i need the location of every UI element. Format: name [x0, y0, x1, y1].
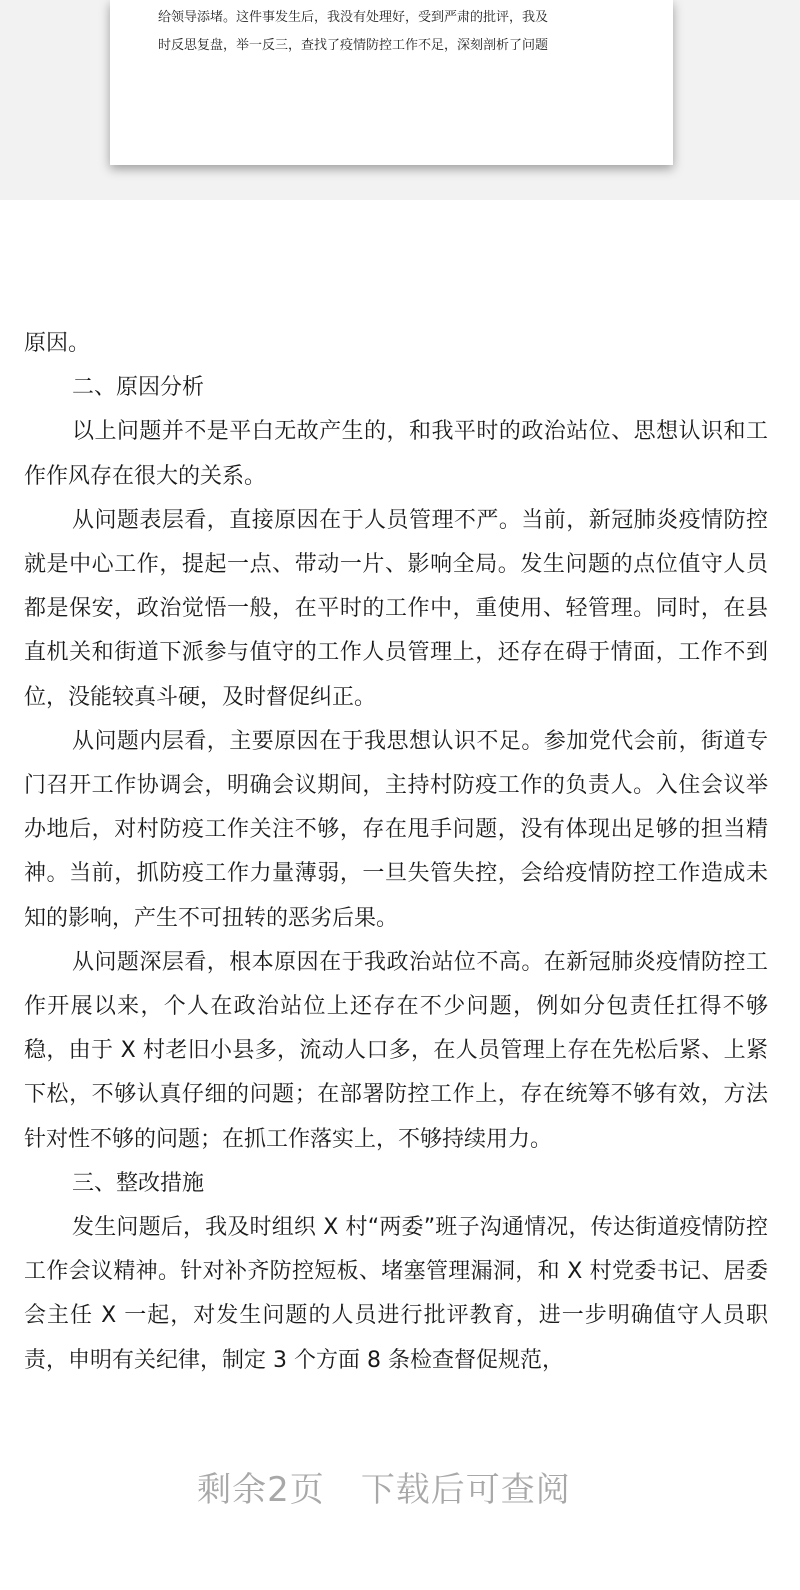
paragraph: 从问题深层看，根本原因在于我政治站位不高。在新冠肺炎疫情防控工作开展以来，个人在政治站位上还存在不少问题，例如分包责任扛得不够稳，由于 X 村老旧小县多，流动人口多，在人员管理上存在先松后紧、上紧下松，不够认真仔细的问题；在部署防控工作上，存在统筹不够有效，方法针对性不够的问题；在抓工作落实上，不够持续用力。	[24, 949, 768, 1152]
download-to-view-text: 下载后可查阅	[360, 1470, 571, 1510]
paragraph: 从问题表层看，直接原因在于人员管理不严。当前，新冠肺炎疫情防控就是中心工作，提起一点、带动一片、影响全局。发生问题的点位值守人员都是保安，政治觉悟一般，在平时的工作中，重使用、轻管理。同时，在县直机关和街道下派参与值守的工作人员管理上，还存在碍于情面，工作不到位，没能较真斗硬，及时督促纠正。	[24, 507, 768, 710]
preview-line-1: 给领导添堵。这件事发生后，我没有处理好，受到严肃的批评，我及	[158, 10, 549, 25]
document-body	[24, 322, 768, 1383]
page-preview-card	[110, 0, 673, 165]
download-hint[interactable]	[0, 1470, 768, 1510]
paragraph: 以上问题并不是平白无故产生的，和我平时的政治站位、思想认识和工作作风存在很大的关系。	[24, 419, 768, 489]
paragraph-continuation: 原因。	[24, 331, 91, 356]
remaining-pages-text: 剩余2页	[197, 1470, 325, 1510]
paragraph: 发生问题后，我及时组织 X 村“两委”班子沟通情况，传达街道疫情防控工作会议精神。针对补齐防控短板、堵塞管理漏洞，和 X 村党委书记、居委会主任 X 一起，对发生问题的人员进行批评教育，进一步明确值守人员职责，申明有关纪律，制定 3 个方面 8 条检查督促规范，	[24, 1215, 768, 1373]
paragraph: 从问题内层看，主要原因在于我思想认识不足。参加党代会前，街道专门召开工作协调会，明确会议期间，主持村防疫工作的负责人。入住会议举办地后，对村防疫工作关注不够，存在甩手问题，没有体现出足够的担当精神。当前，抓防疫工作力量薄弱，一旦失管失控，会给疫情防控工作造成未知的影响，产生不可扭转的恶劣后果。	[24, 728, 768, 931]
section-heading-cause-analysis: 二、原因分析	[72, 375, 205, 401]
section-heading-rectification: 三、整改措施	[72, 1170, 205, 1196]
preview-line-2: 时反思复盘，举一反三，查找了疫情防控工作不足，深刻剖析了问题	[158, 38, 549, 53]
